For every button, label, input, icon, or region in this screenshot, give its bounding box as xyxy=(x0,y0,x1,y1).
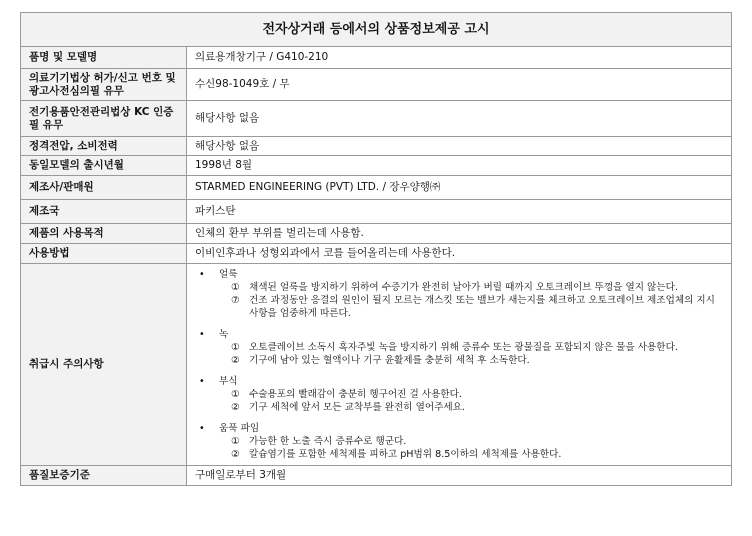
item-number: ② xyxy=(231,402,240,413)
table-row xyxy=(21,224,732,244)
row-value: 수신98-1049호 / 무 xyxy=(187,69,732,101)
row-label: 의료기기법상 허가/신고 번호 및 광고사전심의필 유무 xyxy=(21,69,187,101)
item-text: 건조 과정동안 응결의 원인이 될지 모르는 개스킷 또는 밸브가 새는지를 체크하고 오토크레이브 제조업체의 지시사항을 엄중하게 따른다. xyxy=(249,295,715,319)
precaution-section-heading xyxy=(199,422,723,435)
table-row xyxy=(21,137,732,156)
section-title: 움푹 파임 xyxy=(219,423,260,434)
precaution-section xyxy=(195,422,723,461)
title-row xyxy=(21,13,732,47)
product-info-notice xyxy=(20,12,732,486)
precautions-content xyxy=(187,264,732,466)
row-value: 1998년 8월 xyxy=(187,156,732,176)
row-value: 구매일로부터 3개월 xyxy=(187,466,732,486)
section-title: 녹 xyxy=(219,329,229,340)
item-text: 칼슘염기를 포함한 세척제를 피하고 pH범위 8.5이하의 세척제를 사용한다. xyxy=(249,449,562,460)
row-label: 사용방법 xyxy=(21,244,187,264)
row-value: 해당사항 없음 xyxy=(187,137,732,156)
row-label: 제조사/판매원 xyxy=(21,176,187,200)
row-value: 의료용개창기구 / G410-210 xyxy=(187,47,732,69)
item-number: ① xyxy=(231,342,240,353)
warranty-row xyxy=(21,466,732,486)
row-label: 품질보증기준 xyxy=(21,466,187,486)
precaution-item xyxy=(231,435,723,448)
precaution-section xyxy=(195,268,723,320)
precaution-section xyxy=(195,328,723,367)
table-row xyxy=(21,47,732,69)
item-text: 수술용포의 빨래감이 충분히 헹구어진 걸 사용한다. xyxy=(249,389,462,400)
row-value: 파키스탄 xyxy=(187,200,732,224)
precaution-section-heading xyxy=(199,328,723,341)
item-number: ① xyxy=(231,282,240,293)
bullet-icon: • xyxy=(199,423,205,434)
precaution-item xyxy=(231,341,723,354)
precaution-item xyxy=(231,448,723,461)
item-text: 채색된 얼룩을 방지하기 위하여 수증기가 완전히 날아가 버릴 때까지 오토크레이브 뚜껑을 열지 않는다. xyxy=(249,282,678,293)
precaution-item xyxy=(231,401,723,414)
item-text: 기구 세척에 앞서 모든 교착부를 완전히 열어주세요. xyxy=(249,402,465,413)
precautions-label: 취급시 주의사항 xyxy=(21,264,187,466)
row-label: 정격전압, 소비전력 xyxy=(21,137,187,156)
row-value: STARMED ENGINEERING (PVT) LTD. / 장우양행㈜ xyxy=(187,176,732,200)
table-row xyxy=(21,244,732,264)
row-value: 인체의 환부 부위를 벌리는데 사용함. xyxy=(187,224,732,244)
item-number: ⑦ xyxy=(231,295,240,306)
row-label: 제품의 사용목적 xyxy=(21,224,187,244)
precautions-row xyxy=(21,264,732,466)
table-title: 전자상거래 등에서의 상품정보제공 고시 xyxy=(21,13,732,47)
bullet-icon: • xyxy=(199,329,205,340)
bullet-icon: • xyxy=(199,376,205,387)
item-number: ② xyxy=(231,449,240,460)
precaution-section-heading xyxy=(199,375,723,388)
bullet-icon: • xyxy=(199,269,205,280)
table-row xyxy=(21,69,732,101)
precaution-item xyxy=(231,354,723,367)
item-number: ② xyxy=(231,355,240,366)
table-row xyxy=(21,200,732,224)
item-number: ① xyxy=(231,389,240,400)
section-title: 부식 xyxy=(219,376,238,387)
precaution-item xyxy=(231,281,723,294)
item-text: 오토클레이브 소독시 흑자주빛 녹을 방지하기 위해 증류수 또는 광물질을 포함되지 않은 물을 사용한다. xyxy=(249,342,678,353)
table-row xyxy=(21,176,732,200)
row-label: 품명 및 모델명 xyxy=(21,47,187,69)
product-info-table xyxy=(20,12,732,486)
row-label: 전기용품안전관리법상 KC 인증 필 유무 xyxy=(21,101,187,137)
precaution-item xyxy=(231,294,723,320)
table-row xyxy=(21,156,732,176)
table-row xyxy=(21,101,732,137)
section-title: 얼룩 xyxy=(219,269,238,280)
row-label: 동일모델의 출시년월 xyxy=(21,156,187,176)
precaution-item xyxy=(231,388,723,401)
item-number: ① xyxy=(231,436,240,447)
item-text: 기구에 남아 있는 혈액이나 기구 윤활제를 충분히 세척 후 소독한다. xyxy=(249,355,530,366)
precaution-section xyxy=(195,375,723,414)
item-text: 가능한 한 노출 즉시 증류수로 행군다. xyxy=(249,436,407,447)
row-value: 해당사항 없음 xyxy=(187,101,732,137)
row-label: 제조국 xyxy=(21,200,187,224)
precaution-section-heading xyxy=(199,268,723,281)
row-value: 이비인후과나 성형외과에서 코를 들어올리는데 사용한다. xyxy=(187,244,732,264)
